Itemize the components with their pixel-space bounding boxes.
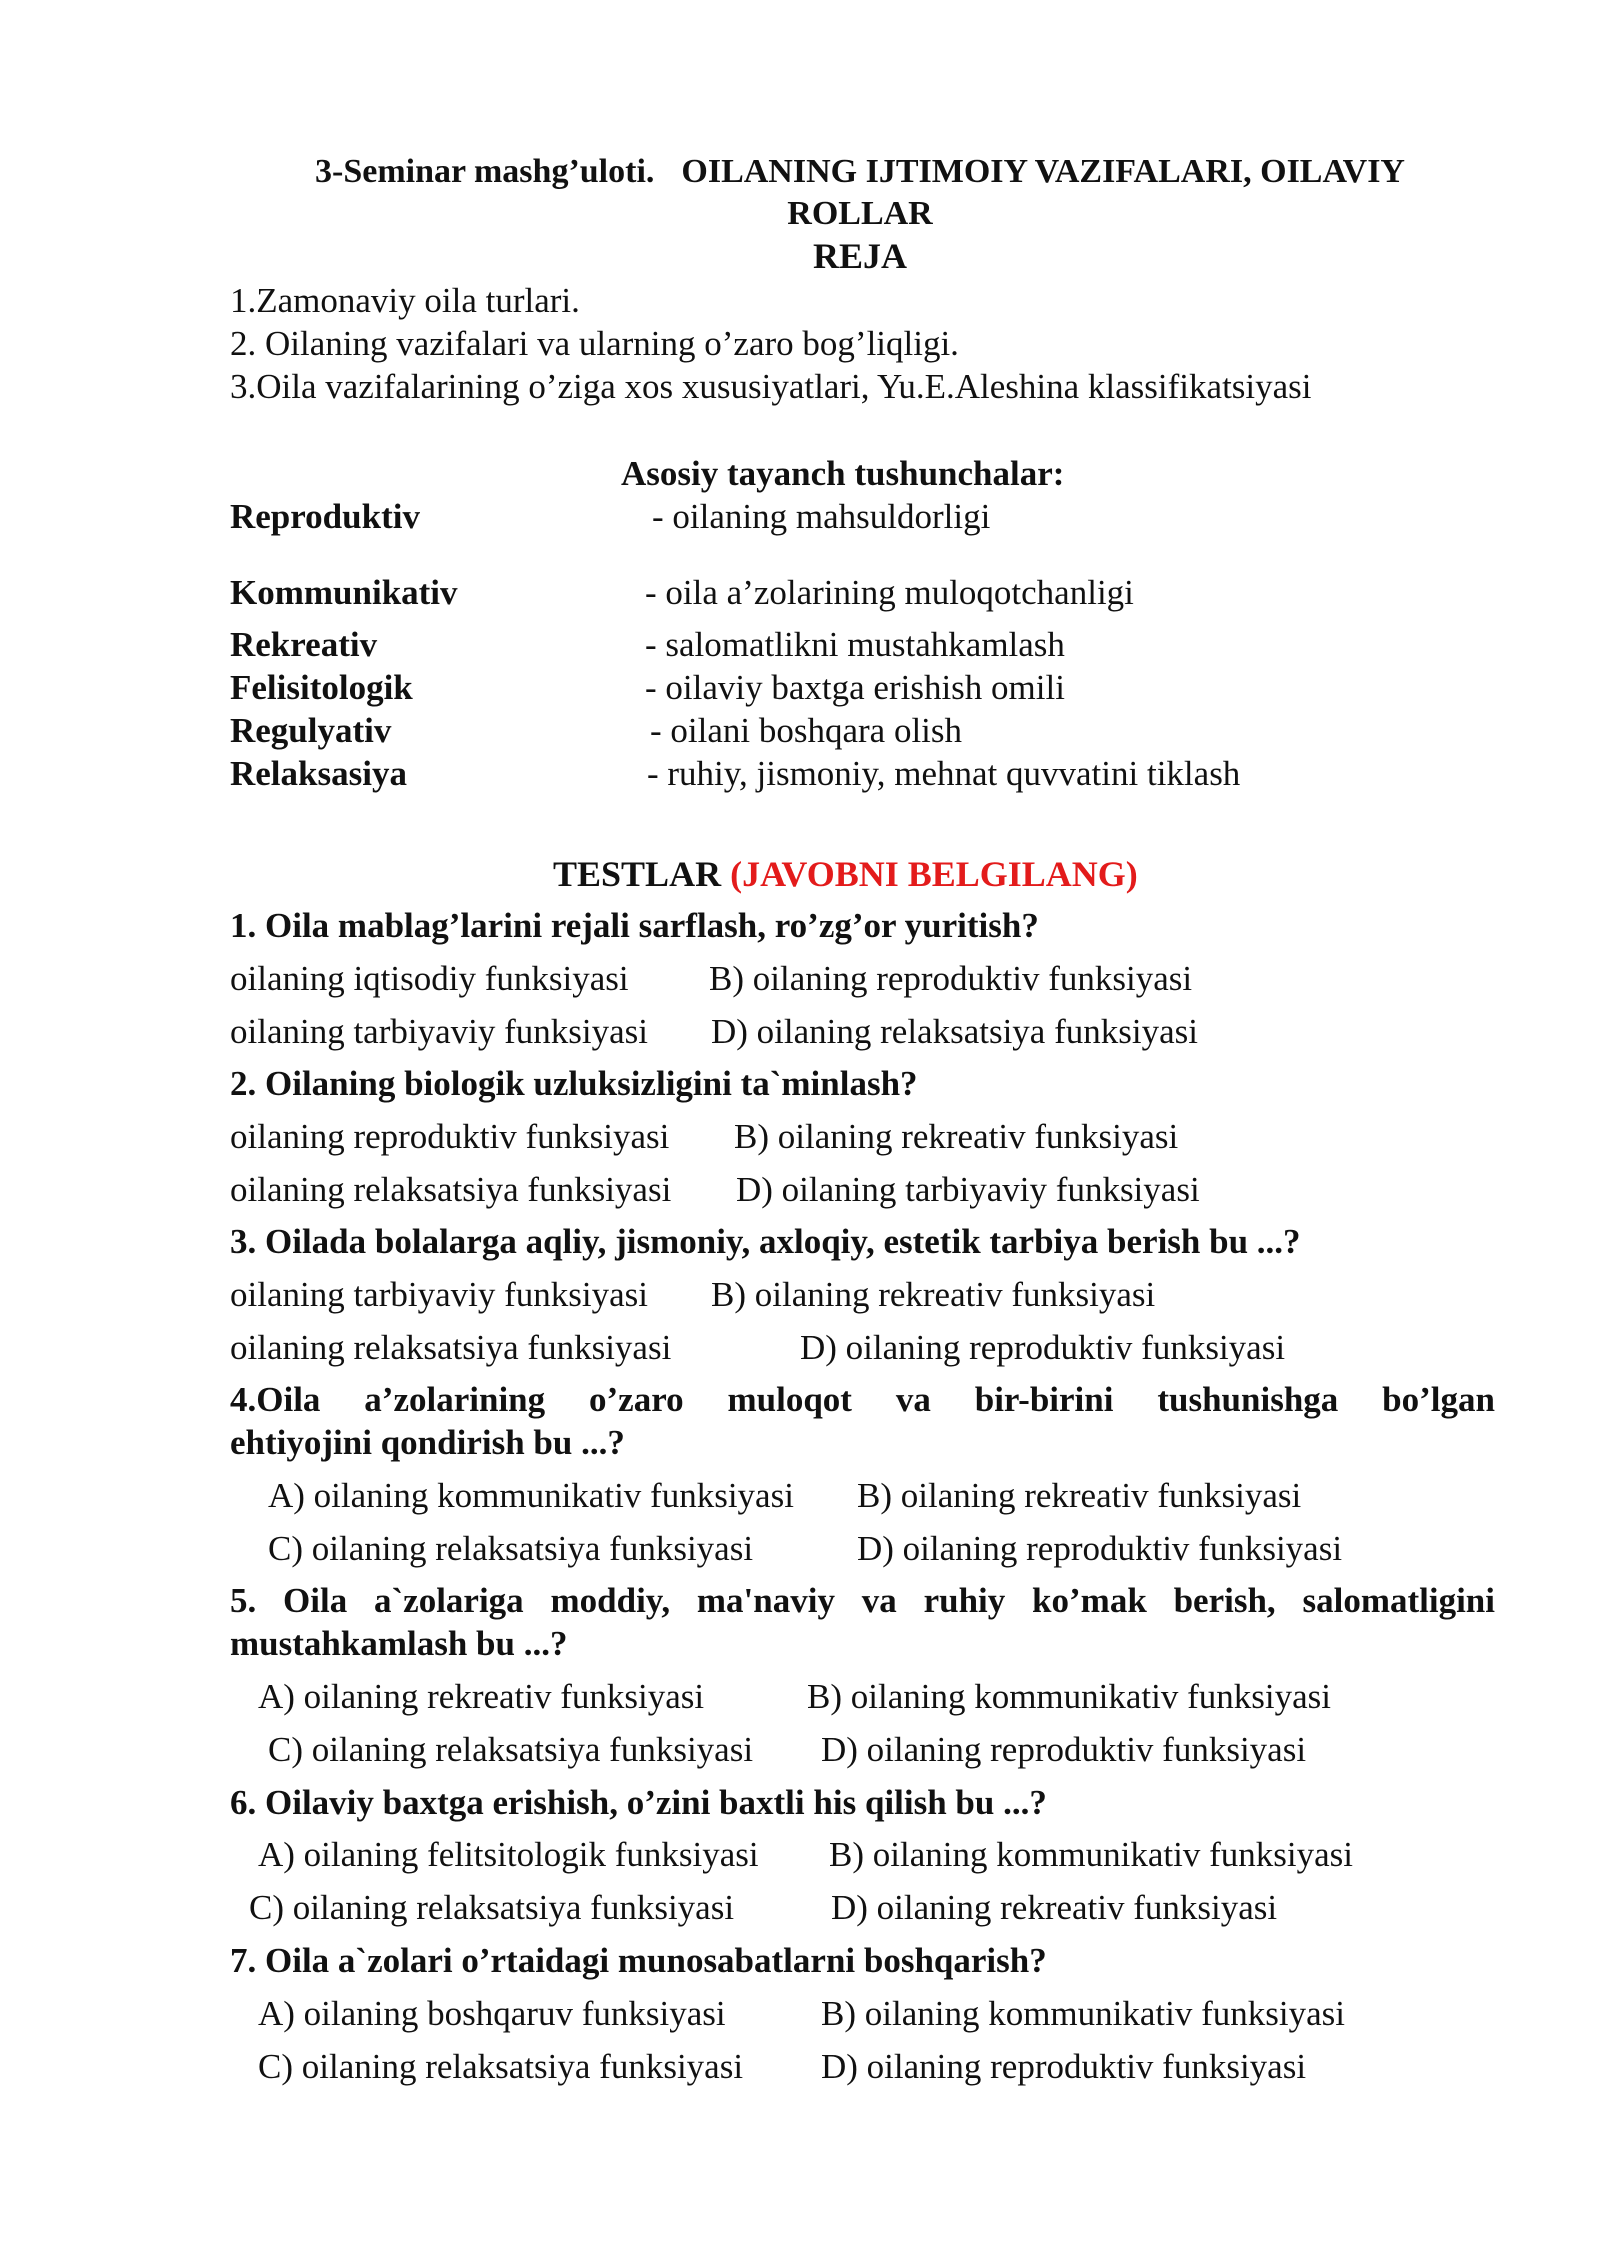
concept-term: Reproduktiv [230, 497, 420, 536]
answer-option: D) oilaning reproduktiv funksiyasi [800, 1328, 1286, 1367]
answer-option: oilaning tarbiyaviy funksiyasi [230, 1012, 648, 1051]
answer-option: A) oilaning kommunikativ funksiyasi [268, 1476, 794, 1515]
answer-option: oilaning tarbiyaviy funksiyasi [230, 1275, 648, 1314]
title-prefix: 3-Seminar mashg’uloti. [315, 153, 655, 190]
concept-definition: - oilaning mahsuldorligi [652, 497, 991, 536]
test-question: 2. Oilaning biologik uzluksizligini ta`minlash? [230, 1064, 918, 1103]
answer-option: B) oilaning rekreativ funksiyasi [857, 1476, 1302, 1515]
test-question: 4.Oila a’zolarining o’zaro muloqot va bir-birini tushunishga bo’lgan [230, 1380, 1495, 1419]
test-question: 1. Oila mablag’larini rejali sarflash, ro’zg’or yuritish? [230, 906, 1039, 945]
concepts-heading: Asosiy tayanch tushunchalar: [621, 454, 1065, 493]
test-question: 7. Oila a`zolari o’rtaidagi munosabatlarni boshqarish? [230, 1941, 1047, 1980]
answer-option: A) oilaning rekreativ funksiyasi [258, 1677, 705, 1716]
plan-heading: REJA [812, 236, 907, 276]
concept-term: Rekreativ [230, 625, 378, 664]
concept-term: Felisitologik [230, 668, 413, 707]
concept-definition: - ruhiy, jismoniy, mehnat quvvatini tiklash [647, 754, 1241, 793]
tests-heading [553, 853, 1138, 896]
answer-option: B) oilaning reproduktiv funksiyasi [709, 959, 1193, 998]
concept-definition: - oila a’zolarining muloqotchanligi [645, 573, 1134, 612]
concept-term: Regulyativ [230, 711, 392, 750]
concept-definition: - salomatlikni mustahkamlash [645, 625, 1065, 664]
answer-option: D) oilaning rekreativ funksiyasi [831, 1888, 1278, 1927]
plan-item: 1.Zamonaviy oila turlari. [230, 281, 580, 320]
answer-option: A) oilaning felitsitologik funksiyasi [258, 1835, 759, 1874]
answer-option: D) oilaning relaksatsiya funksiyasi [711, 1012, 1198, 1051]
test-question-continuation: ehtiyojini qondirish bu ...? [230, 1423, 625, 1462]
answer-option: oilaning iqtisodiy funksiyasi [230, 959, 629, 998]
answer-option: B) oilaning rekreativ funksiyasi [711, 1275, 1156, 1314]
document-title [0, 152, 1600, 193]
answer-option: D) oilaning reproduktiv funksiyasi [857, 1529, 1343, 1568]
plan-item: 2. Oilaning vazifalari va ularning o’zaro bog’liqligi. [230, 324, 959, 363]
answer-option: C) oilaning relaksatsiya funksiyasi [268, 1529, 754, 1568]
tests-heading-label: TESTLAR [553, 854, 722, 894]
plan-item: 3.Oila vazifalarining o’ziga xos xususiyatlari, Yu.E.Aleshina klassifikatsiyasi [230, 367, 1312, 406]
title-topic: OILANING IJTIMOIY VAZIFALARI, OILAVIY [681, 153, 1405, 190]
test-question-continuation: mustahkamlash bu ...? [230, 1624, 568, 1663]
tests-heading-note: (JAVOBNI BELGILANG) [730, 854, 1138, 894]
answer-option: A) oilaning boshqaruv funksiyasi [258, 1994, 726, 2033]
answer-option: B) oilaning kommunikativ funksiyasi [829, 1835, 1353, 1874]
answer-option: B) oilaning kommunikativ funksiyasi [821, 1994, 1345, 2033]
test-question: 3. Oilada bolalarga aqliy, jismoniy, axloqiy, estetik tarbiya berish bu ...? [230, 1222, 1301, 1261]
concept-definition: - oilani boshqara olish [650, 711, 963, 750]
answer-option: C) oilaning relaksatsiya funksiyasi [258, 2047, 744, 2086]
answer-option: B) oilaning rekreativ funksiyasi [734, 1117, 1179, 1156]
answer-option: D) oilaning tarbiyaviy funksiyasi [736, 1170, 1200, 1209]
test-question: 5. Oila a`zolariga moddiy, ma'naviy va ruhiy ko’mak berish, salomatligini [230, 1581, 1495, 1620]
answer-option: oilaning relaksatsiya funksiyasi [230, 1328, 672, 1367]
answer-option: oilaning reproduktiv funksiyasi [230, 1117, 670, 1156]
concept-term: Relaksasiya [230, 754, 407, 793]
answer-option: C) oilaning relaksatsiya funksiyasi [249, 1888, 735, 1927]
answer-option: C) oilaning relaksatsiya funksiyasi [268, 1730, 754, 1769]
answer-option: D) oilaning reproduktiv funksiyasi [821, 2047, 1307, 2086]
answer-option: oilaning relaksatsiya funksiyasi [230, 1170, 672, 1209]
answer-option: B) oilaning kommunikativ funksiyasi [807, 1677, 1331, 1716]
test-question: 6. Oilaviy baxtga erishish, o’zini baxtli his qilish bu ...? [230, 1783, 1047, 1822]
title-line-2: ROLLAR [787, 195, 933, 232]
answer-option: D) oilaning reproduktiv funksiyasi [821, 1730, 1307, 1769]
concept-definition: - oilaviy baxtga erishish omili [645, 668, 1065, 707]
concept-term: Kommunikativ [230, 573, 458, 612]
